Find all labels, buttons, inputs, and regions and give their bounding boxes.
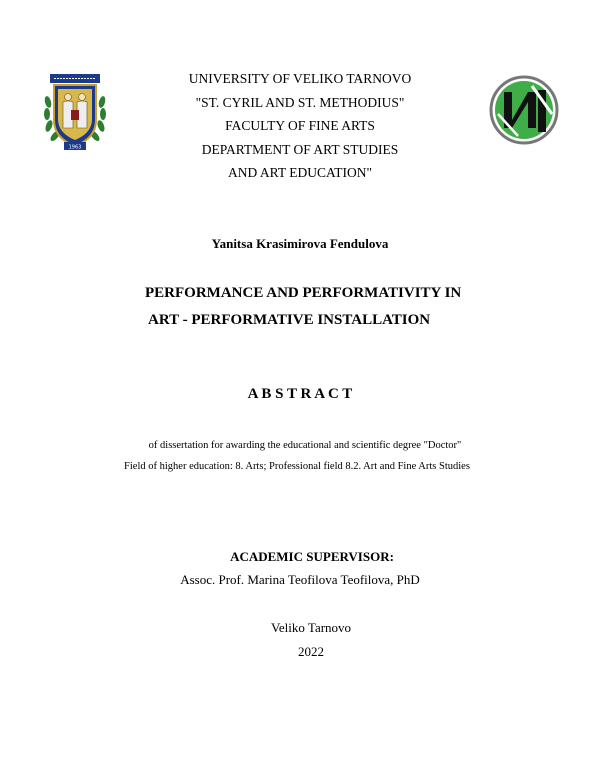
author-name: Yanitsa Krasimirova Fendulova	[211, 236, 389, 251]
supervisor-name: Assoc. Prof. Marina Teofilova Teofilova, PhD	[180, 572, 420, 587]
university-name: UNIVERSITY OF VELIKO TARNOVO	[188, 71, 412, 86]
svg-text:1963: 1963	[68, 144, 82, 151]
description-line-1: of dissertation for awarding the educational and scientific degree "Doctor"	[148, 440, 462, 451]
faculty-name: FACULTY OF FINE ARTS	[225, 118, 375, 133]
description-line-2: Field of higher education: 8. Arts; Professional field 8.2. Art and Fine Arts Studies	[124, 461, 470, 472]
department-line-2: AND ART EDUCATION"	[228, 165, 372, 180]
year: 2022	[298, 644, 324, 659]
institution-header	[0, 67, 600, 185]
place: Veliko Tarnovo	[270, 620, 352, 635]
university-named-after: "ST. CYRIL AND ST. METHODIUS"	[195, 94, 405, 110]
supervisor-label: ACADEMIC SUPERVISOR:	[230, 549, 394, 564]
department-line-1: DEPARTMENT OF ART STUDIES	[201, 141, 399, 157]
thesis-title-line-1: PERFORMANCE AND PERFORMATIVITY IN	[145, 285, 462, 301]
abstract-heading: A B S T R A C T	[247, 386, 353, 402]
thesis-title-line-2: ART - PERFORMATIVE INSTALLATION	[148, 312, 431, 328]
